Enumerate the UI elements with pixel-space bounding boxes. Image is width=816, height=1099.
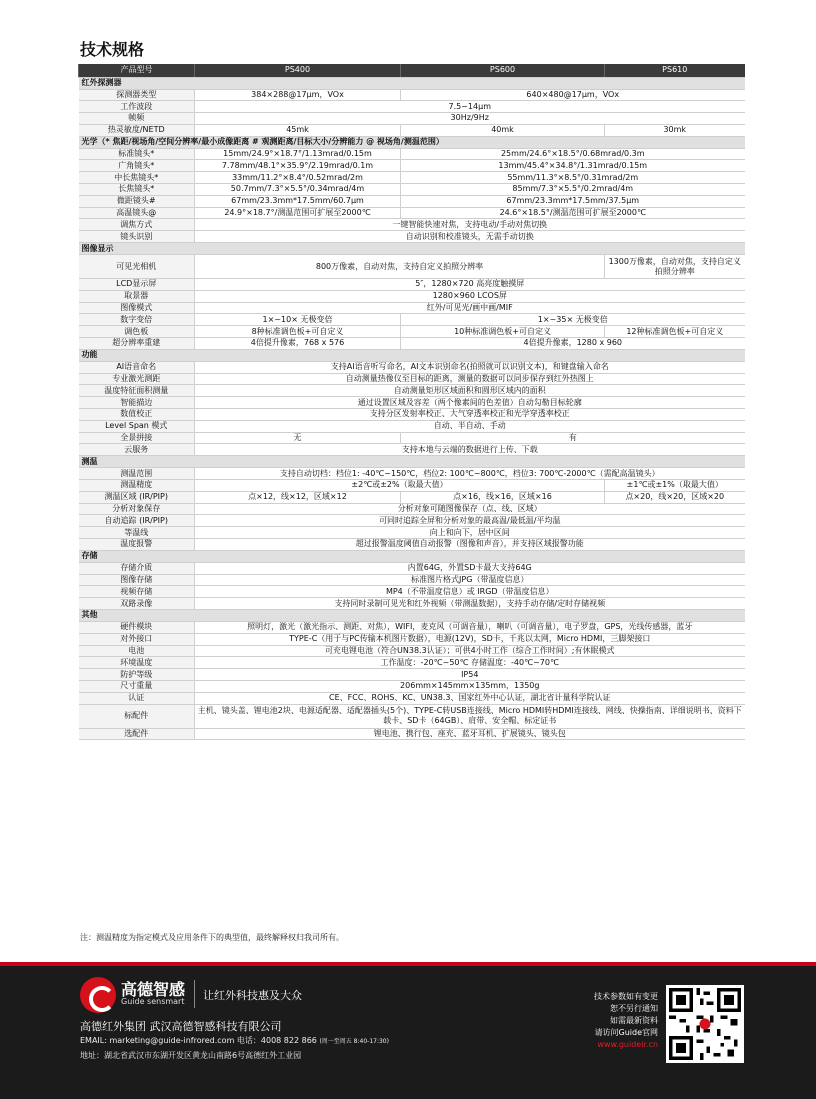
- table-row: [79, 397, 745, 409]
- cell: 30Hz/9Hz: [195, 113, 745, 125]
- table-row: [79, 373, 745, 385]
- table-row: [79, 101, 745, 113]
- row-label: 镜头识别: [79, 231, 195, 243]
- cell: 自动、半自动、手动: [195, 420, 745, 432]
- cell: 点×16，线×16，区域×16: [401, 491, 605, 503]
- table-row: [79, 586, 745, 598]
- row-label: 环境温度: [79, 657, 195, 669]
- row-label: 标准镜头*: [79, 148, 195, 160]
- cell: 67mm/23.3mm*17.5mm/37.5μm: [401, 195, 745, 207]
- row-label: 标配件: [79, 704, 195, 728]
- cell: 206mm×145mm×135mm，1350g: [195, 680, 745, 692]
- cell: 红外/可见光/画中画/MIF: [195, 302, 745, 314]
- table-row: [79, 385, 745, 397]
- cell: 无: [195, 432, 401, 444]
- row-label: 超分辨率重建: [79, 338, 195, 350]
- table-row: [79, 314, 745, 326]
- table-row: [79, 657, 745, 669]
- cell: 可同时追踪全屏和分析对象的最高温/最低温/平均温: [195, 515, 745, 527]
- table-row: [79, 491, 745, 503]
- website-link[interactable]: www.guideir.cn: [597, 1040, 658, 1049]
- row-label: 调焦方式: [79, 219, 195, 231]
- cell: 24.9°×18.7°/测温范围可扩展至2000℃: [195, 207, 401, 219]
- row-label: 微距镜头#: [79, 195, 195, 207]
- cell: 超过报警温度阈值自动报警（图像和声音），并支持区域报警功能: [195, 539, 745, 551]
- notice-line: 技术参数如有变更: [594, 992, 658, 1001]
- table-row: [79, 621, 745, 633]
- footnote: 注：测温精度为指定模式及应用条件下的典型值，最终解释权归我司所有。: [80, 933, 344, 942]
- row-label: 选配件: [79, 728, 195, 740]
- cell: 照明灯，激光（激光指示、测距、对焦），WIFI，麦克风（可调音量），喇叭（可调音量），电子罗盘，GPS，光线传感器，蓝牙: [195, 621, 745, 633]
- section-ir: 红外探测器: [79, 77, 745, 89]
- row-label: LCD显示屏: [79, 279, 195, 291]
- row-label: 存储介质: [79, 562, 195, 574]
- notice-line: 恕不另行通知: [610, 1004, 658, 1013]
- cell: MP4（不带温度信息）或 IRGD（带温度信息）: [195, 586, 745, 598]
- row-label: 对外接口: [79, 633, 195, 645]
- row-label: 工作波段: [79, 101, 195, 113]
- cell: 5″，1280×720 高亮度触摸屏: [195, 279, 745, 291]
- table-row: [79, 515, 745, 527]
- divider: [194, 980, 195, 1008]
- notice-block: [560, 991, 658, 1051]
- cell: 自动测量热像仪至目标的距离，测量的数据可以同步保存到红外热图上: [195, 373, 745, 385]
- cell: 分析对象可随图像保存（点、线、区域）: [195, 503, 745, 515]
- header-ps610: PS610: [605, 64, 745, 77]
- cell: 33mm/11.2°×8.4°/0.52mrad/2m: [195, 172, 401, 184]
- company-name: 高德红外集团 武汉高德智感科技有限公司: [80, 1020, 282, 1033]
- cell: 50.7mm/7.3°×5.5°/0.34mrad/4m: [195, 184, 401, 196]
- notice-line: 请访问Guide官网: [594, 1028, 658, 1037]
- row-label: 温度报警: [79, 539, 195, 551]
- cell: 自动测量矩形区域面积和圆形区域内的面积: [195, 385, 745, 397]
- row-label: 长焦镜头*: [79, 184, 195, 196]
- table-row: [79, 480, 745, 492]
- table-row: [79, 255, 745, 279]
- cell: 4倍提升像素，768 x 576: [195, 338, 401, 350]
- notice-line: 如需最新资料: [610, 1016, 658, 1025]
- table-row: [79, 680, 745, 692]
- row-label: 探测器类型: [79, 89, 195, 101]
- table-row: [79, 326, 745, 338]
- cell: 1300万像素，自动对焦，支持自定义拍照分辨率: [605, 255, 745, 279]
- table-row: [79, 692, 745, 704]
- cell: 通过设置区域及容差（两个像素间的色差值）自动勾勒目标轮廓: [195, 397, 745, 409]
- table-header-row: [79, 64, 745, 77]
- row-label: 云服务: [79, 444, 195, 456]
- row-label: 高温镜头@: [79, 207, 195, 219]
- cell: 85mm/7.3°×5.5°/0.2mrad/4m: [401, 184, 745, 196]
- row-label: 自动追踪 (IR/PIP): [79, 515, 195, 527]
- section-func: 功能: [79, 349, 745, 361]
- cell: 1×~35× 无极变倍: [401, 314, 745, 326]
- table-row: [79, 160, 745, 172]
- cell: 13mm/45.4°×34.8°/1.31mrad/0.15m: [401, 160, 745, 172]
- cell: 10种标准调色板+可自定义: [401, 326, 605, 338]
- table-row: [79, 231, 745, 243]
- table-row: [79, 669, 745, 681]
- cell: 锂电池、携行包、座充、蓝牙耳机、扩展镜头、镜头包: [195, 728, 745, 740]
- page-title: 技术规格: [80, 40, 145, 59]
- cell: 支持本地与云端的数据进行上传、下载: [195, 444, 745, 456]
- table-row: [79, 219, 745, 231]
- cell: 67mm/23.3mm*17.5mm/60.7μm: [195, 195, 401, 207]
- table-row: [79, 89, 745, 101]
- cell: IP54: [195, 669, 745, 681]
- row-label: 调色板: [79, 326, 195, 338]
- cell: ±2℃或±2%（取最大值）: [195, 480, 605, 492]
- row-label: 数值校正: [79, 409, 195, 421]
- cell: 支持自动切档：档位1: -40℃~150℃，档位2: 100℃~800℃，档位3: 700℃-2000℃（需配高温镜头）: [195, 468, 745, 480]
- cell: CE、FCC、ROHS、KC、UN38.3、国家红外中心认证，湖北省计量科学院认证: [195, 692, 745, 704]
- table-row: [79, 207, 745, 219]
- cell: 支持分区发射率校正、大气穿透率校正和光学穿透率校正: [195, 409, 745, 421]
- section-storage: 存储: [79, 550, 745, 562]
- cell: 支持同时录制可见光和红外视频（带测温数据），支持手动存储/定时存储视频: [195, 598, 745, 610]
- table-row: [79, 503, 745, 515]
- footer-accent-line: [0, 962, 816, 966]
- row-label: 热灵敏度/NETD: [79, 124, 195, 136]
- cell: 1280×960 LCOS屏: [195, 290, 745, 302]
- cell: 点×12，线×12，区域×12: [195, 491, 401, 503]
- cell: 30mk: [605, 124, 745, 136]
- header-model: 产品型号: [79, 64, 195, 77]
- cell: 24.6°×18.5°/测温范围可扩展至2000℃: [401, 207, 745, 219]
- table-row: [79, 409, 745, 421]
- row-label: 尺寸重量: [79, 680, 195, 692]
- table-row: [79, 172, 745, 184]
- table-row: [79, 184, 745, 196]
- table-row: [79, 468, 745, 480]
- table-row: [79, 279, 745, 291]
- table-row: [79, 728, 745, 740]
- brand-name-cn: 高德智感: [121, 980, 186, 999]
- row-label: 硬件模块: [79, 621, 195, 633]
- row-label: AI语音命名: [79, 361, 195, 373]
- row-label: 测温范围: [79, 468, 195, 480]
- row-label: 认证: [79, 692, 195, 704]
- table-row: [79, 420, 745, 432]
- row-label: 图像模式: [79, 302, 195, 314]
- row-label: 视频存储: [79, 586, 195, 598]
- contact-line: [80, 1035, 389, 1046]
- cell: 7.78mm/48.1°×35.9°/2.19mrad/0.1m: [195, 160, 401, 172]
- cell: TYPE-C（用于与PC传输本机图片数据），电源(12V)，SD卡，千兆以太网，Micro HDMI，三脚架接口: [195, 633, 745, 645]
- cell: 自动识别和校准镜头，无需手动切换: [195, 231, 745, 243]
- table-row: [79, 598, 745, 610]
- table-row: [79, 704, 745, 728]
- row-label: 专业激光测距: [79, 373, 195, 385]
- cell: 有: [401, 432, 745, 444]
- row-label: 可见光相机: [79, 255, 195, 279]
- table-row: [79, 302, 745, 314]
- footer: [0, 962, 816, 1099]
- section-measure: 测温: [79, 456, 745, 468]
- table-row: [79, 361, 745, 373]
- cell: 12种标准调色板+可自定义: [605, 326, 745, 338]
- cell: 4倍提升像素，1280 x 960: [401, 338, 745, 350]
- cell: 15mm/24.9°×18.7°/1.13mrad/0.15m: [195, 148, 401, 160]
- table-row: [79, 432, 745, 444]
- cell: 45mk: [195, 124, 401, 136]
- spec-table: [78, 64, 745, 740]
- row-label: 电池: [79, 645, 195, 657]
- cell: 40mk: [401, 124, 605, 136]
- row-label: 双路录像: [79, 598, 195, 610]
- cell: 7.5~14μm: [195, 101, 745, 113]
- table-row: [79, 645, 745, 657]
- row-label: 测温区域 (IR/PIP): [79, 491, 195, 503]
- cell: 384×288@17μm，VOx: [195, 89, 401, 101]
- slogan: 让红外科技惠及大众: [203, 989, 302, 1002]
- row-label: 帧频: [79, 113, 195, 125]
- row-label: 温度特征面积测量: [79, 385, 195, 397]
- table-row: [79, 195, 745, 207]
- table-row: [79, 124, 745, 136]
- qr-code-icon[interactable]: [666, 985, 744, 1063]
- section-optics: 光学（* 焦距/视场角/空间分辨率/最小成像距离 # 观测距离/目标大小/分辨能力 @ 视场角/测温范围）: [79, 136, 745, 148]
- brand-name-en: Guide sensmart: [121, 997, 185, 1006]
- cell: 一键智能快速对焦，支持电动/手动对焦切换: [195, 219, 745, 231]
- section-other: 其他: [79, 609, 745, 621]
- row-label: 数字变倍: [79, 314, 195, 326]
- header-ps400: PS400: [195, 64, 401, 77]
- cell: 8种标准调色板+可自定义: [195, 326, 401, 338]
- table-row: [79, 444, 745, 456]
- row-label: 防护等级: [79, 669, 195, 681]
- table-row: [79, 290, 745, 302]
- cell: 1×~10× 无极变倍: [195, 314, 401, 326]
- cell: 主机、镜头盖、锂电池2块、电源适配器、适配器插头(5个)、TYPE-C转USB连接线、Micro HDMI转HDMI连接线、网线、快操指南、详细说明书、资料下载卡、SD卡（64GB）、肩带、安全帽、标定证书: [195, 704, 745, 728]
- row-label: 图像存储: [79, 574, 195, 586]
- cell: 可充电锂电池（符合UN38.3认证）；可供4小时工作（综合工作时间）;有休眠模式: [195, 645, 745, 657]
- guide-logo-icon: [80, 977, 116, 1013]
- address: 地址：湖北省武汉市东湖开发区黄龙山南路6号高德红外工业园: [80, 1051, 302, 1060]
- cell: ±1℃或±1%（取最大值）: [605, 480, 745, 492]
- cell: 内置64G，外置SD卡最大支持64G: [195, 562, 745, 574]
- row-label: 智能描边: [79, 397, 195, 409]
- row-label: 全景拼接: [79, 432, 195, 444]
- row-label: Level Span 模式: [79, 420, 195, 432]
- cell: 800万像素，自动对焦，支持自定义拍照分辨率: [195, 255, 605, 279]
- row-label: 等温线: [79, 527, 195, 539]
- table-row: [79, 562, 745, 574]
- contact-text: EMAIL: marketing@guide-infrored.com 电话：4008 822 866: [80, 1036, 317, 1045]
- header-ps600: PS600: [401, 64, 605, 77]
- row-label: 中长焦镜头*: [79, 172, 195, 184]
- table-row: [79, 527, 745, 539]
- cell: 640×480@17μm，VOx: [401, 89, 745, 101]
- cell: 25mm/24.6°×18.5°/0.68mrad/0.3m: [401, 148, 745, 160]
- row-label: 取景器: [79, 290, 195, 302]
- table-row: [79, 148, 745, 160]
- cell: 点×20，线×20，区域×20: [605, 491, 745, 503]
- cell: 55mm/11.3°×8.5°/0.31mrad/2m: [401, 172, 745, 184]
- row-label: 测温精度: [79, 480, 195, 492]
- cell: 工作温度：-20℃~50℃ 存储温度：-40℃~70℃: [195, 657, 745, 669]
- table-row: [79, 633, 745, 645]
- cell: 向上和向下，居中区间: [195, 527, 745, 539]
- office-hours: (周一至周五 8:40-17:30): [319, 1038, 389, 1045]
- table-row: [79, 113, 745, 125]
- table-row: [79, 338, 745, 350]
- row-label: 分析对象保存: [79, 503, 195, 515]
- row-label: 广角镜头*: [79, 160, 195, 172]
- section-image: 图像显示: [79, 243, 745, 255]
- table-row: [79, 539, 745, 551]
- table-row: [79, 574, 745, 586]
- cell: 支持AI语音听写命名，AI文本识别命名(拍照就可以识别文本)，和键盘输入命名: [195, 361, 745, 373]
- cell: 标准图片格式JPG（带温度信息）: [195, 574, 745, 586]
